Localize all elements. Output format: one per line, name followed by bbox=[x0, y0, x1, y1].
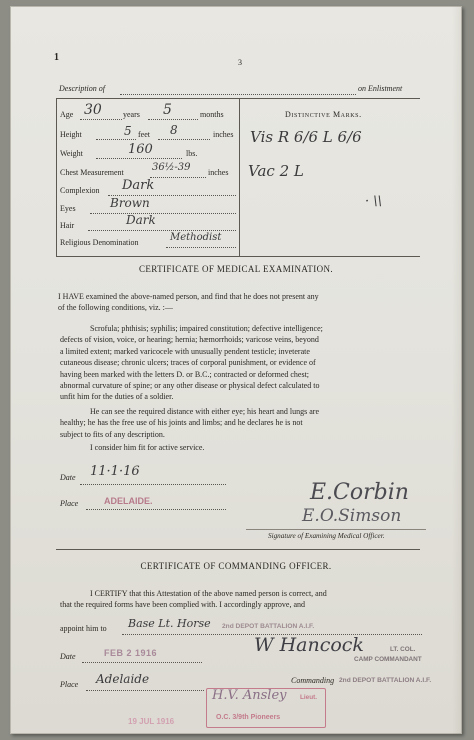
religion-label: Religious Denomination bbox=[60, 238, 139, 247]
chest-value: 36½-39 bbox=[152, 162, 191, 173]
commanding-place-line bbox=[86, 690, 204, 691]
medical-signature-1: E.Corbin bbox=[310, 480, 409, 505]
conditions-list bbox=[60, 323, 426, 403]
age-months: 5 bbox=[163, 102, 172, 118]
age-label: Age bbox=[60, 110, 74, 119]
box-left-rule bbox=[56, 98, 57, 256]
vac-line: Vac 2 L bbox=[248, 162, 304, 180]
eyes-value: Brown bbox=[110, 196, 150, 210]
pioneers-stamp-unit: O.C. 3/9th Pioneers bbox=[216, 714, 281, 721]
page-number: 3 bbox=[238, 58, 242, 67]
commanding-date-line bbox=[82, 662, 202, 663]
age-months-line bbox=[148, 119, 198, 120]
hair-label: Hair bbox=[60, 221, 75, 230]
margin-mark: 1 bbox=[54, 52, 59, 63]
religion-value: Methodist bbox=[170, 232, 222, 243]
height-inches-line bbox=[158, 139, 210, 140]
attestation-page bbox=[10, 6, 462, 734]
height-inches: 8 bbox=[170, 123, 178, 137]
height-feet-line bbox=[96, 139, 136, 140]
weight-label: Weight bbox=[60, 149, 83, 158]
commanding-date-label: Date bbox=[60, 652, 76, 661]
medical-date-line bbox=[80, 484, 226, 485]
eyes-line bbox=[90, 213, 236, 214]
commanding-paragraph bbox=[60, 588, 426, 611]
chest-label: Chest Measurement bbox=[60, 168, 124, 177]
months-label: months bbox=[200, 110, 224, 119]
appoint-label: appoint him to bbox=[60, 624, 107, 633]
medical-signature-caption: Signature of Examining Medical Officer. bbox=[268, 532, 385, 540]
commanding-label: Commanding bbox=[291, 676, 335, 685]
appoint-depot-stamp: 2nd DEPOT BATTALION A.I.F. bbox=[222, 623, 315, 630]
box-bottom-rule bbox=[56, 256, 420, 257]
fit-statement: I consider him fit for active service. bbox=[90, 443, 205, 452]
commanding-signature: W Hancock bbox=[254, 634, 364, 656]
rank-stamp: LT. COL. bbox=[390, 646, 416, 653]
conditions-line: unfit him for the duties of a soldier. bbox=[60, 392, 174, 402]
weight-line bbox=[96, 158, 182, 159]
medical-signature-line bbox=[246, 529, 426, 530]
inches-label: inches bbox=[213, 130, 234, 139]
pioneers-stamp-signature: H.V. Ansley bbox=[212, 688, 287, 703]
on-enlistment-label: on Enlistment bbox=[358, 84, 403, 93]
religion-line bbox=[166, 247, 236, 248]
battalion-stamp: 2nd DEPOT BATTALION A.I.F. bbox=[339, 677, 432, 684]
complexion-value: Dark bbox=[122, 178, 155, 193]
fitness-line: healthy; he has the free use of his joints and limbs; and he declares he is not bbox=[60, 418, 303, 428]
fitness-paragraph bbox=[60, 406, 426, 440]
height-feet: 5 bbox=[124, 124, 132, 138]
hair-line bbox=[88, 230, 236, 231]
chest-inches-label: inches bbox=[208, 168, 229, 177]
hair-value: Dark bbox=[126, 213, 156, 227]
conditions-line: cutaneous disease; chronic ulcers; traces of corporal punishment, or evidence of bbox=[60, 358, 316, 368]
distinctive-marks-heading: Distinctive Marks. bbox=[285, 110, 362, 119]
camp-commandant-stamp: CAMP COMMANDANT bbox=[354, 656, 422, 663]
complexion-label: Complexion bbox=[60, 186, 100, 195]
commanding-line: I CERTIFY that this Attestation of the above named person is correct, and bbox=[90, 589, 327, 598]
description-line bbox=[120, 94, 356, 95]
conditions-line: having been marked with the letters D. or B.C.; contracted or deformed chest; bbox=[60, 369, 310, 379]
box-divider bbox=[239, 98, 240, 256]
fitness-line: He can see the required distance with either eye; his heart and lungs are bbox=[90, 407, 320, 416]
marks-scribble: · \\ bbox=[365, 194, 383, 209]
years-label: years bbox=[123, 110, 140, 119]
medical-intro bbox=[58, 291, 428, 314]
conditions-line: abnormal curvature of spine; or any other disease or physical defect calculated to bbox=[60, 381, 320, 391]
medical-date-value: 11·1·16 bbox=[90, 464, 140, 479]
appoint-value: Base Lt. Horse bbox=[128, 617, 211, 630]
medical-place-label: Place bbox=[60, 499, 79, 508]
weight-value: 160 bbox=[128, 142, 153, 157]
received-date-stamp: 19 JUL 1916 bbox=[128, 717, 175, 726]
chest-line bbox=[150, 177, 206, 178]
commanding-date-stamp: FEB 2 1916 bbox=[104, 648, 158, 658]
commanding-heading: CERTIFICATE OF COMMANDING OFFICER. bbox=[140, 561, 332, 571]
conditions-line: Scrofula; phthisis; syphilis; impaired constitution; defective intelligence; bbox=[90, 324, 323, 333]
description-label: Description of bbox=[59, 84, 105, 93]
commanding-place-value: Adelaide bbox=[96, 672, 150, 686]
section-divider bbox=[56, 549, 420, 550]
commanding-line: that the required forms have been complied with. I accordingly approve, and bbox=[60, 600, 306, 610]
medical-place-stamp: ADELAIDE. bbox=[104, 496, 153, 506]
pioneers-stamp-rank: Lieut. bbox=[300, 694, 318, 701]
box-top-rule bbox=[56, 98, 420, 99]
height-label: Height bbox=[60, 130, 82, 139]
fitness-line: subject to fits of any description. bbox=[60, 429, 165, 439]
age-years: 30 bbox=[84, 102, 102, 118]
medical-intro-line: of the following conditions, viz. :— bbox=[58, 303, 173, 313]
conditions-line: a limited extent; marked varicocele with unusually pendent testicle; inveterate bbox=[60, 346, 310, 356]
medical-date-label: Date bbox=[60, 473, 76, 482]
lbs-label: lbs. bbox=[186, 149, 198, 158]
age-years-line bbox=[80, 119, 122, 120]
commanding-place-label: Place bbox=[60, 680, 79, 689]
medical-signature-2: E.O.Simson bbox=[302, 506, 402, 526]
medical-place-line bbox=[86, 509, 226, 510]
medical-heading: CERTIFICATE OF MEDICAL EXAMINATION. bbox=[138, 264, 334, 274]
conditions-line: defects of vision, voice, or hearing; hernia; hæmorrhoids; varicose veins, beyond bbox=[60, 335, 319, 345]
feet-label: feet bbox=[138, 130, 150, 139]
medical-intro-line: I HAVE examined the above-named person, and find that he does not present any bbox=[58, 292, 319, 301]
vision-line: Vis R 6/6 L 6/6 bbox=[250, 128, 362, 146]
eyes-label: Eyes bbox=[60, 204, 76, 213]
